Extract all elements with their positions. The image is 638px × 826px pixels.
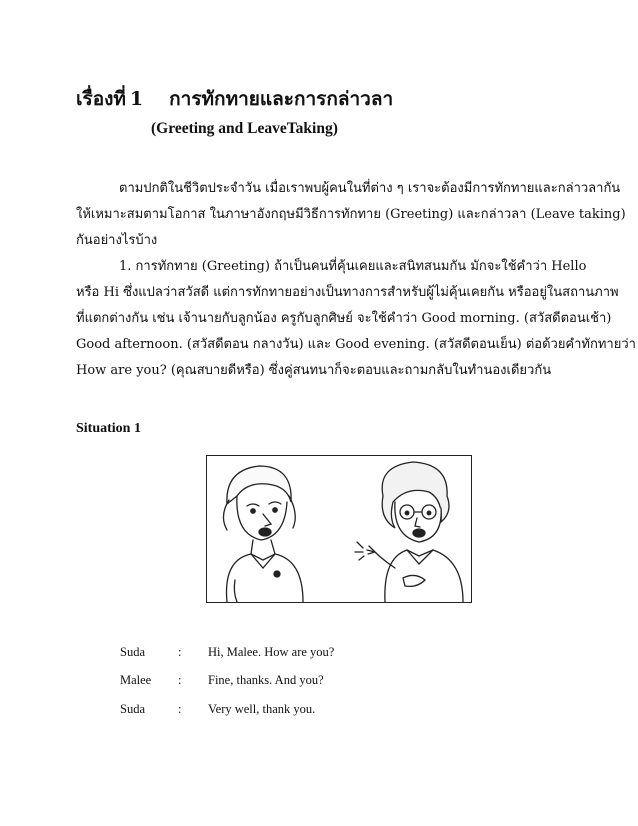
girl-figure [223, 466, 303, 602]
speaker-name: Malee [120, 673, 152, 687]
greeting-line: หรือ Hi ซึ่งแปลว่าสวัสดี แต่การทักทายอย่างเป็นทางการสำหรับผู้ไม่คุ้นเคยกัน หรืออยู่ในสถานภาพ [76, 285, 619, 300]
lesson-title-text: การทักทายและการกล่าวลา [169, 88, 394, 110]
greeting-line: ที่แตกต่างกัน เช่น เจ้านายกับลูกน้อง ครูกับลูกศิษย์ จะใช้คำว่า Good morning. (สวัสดีตอนเช้า) [76, 311, 612, 326]
woman-figure [355, 462, 463, 602]
greeting-illustration [207, 456, 471, 602]
greeting-paragraph [76, 254, 636, 384]
intro-line: ให้เหมาะสมตามโอกาส ในภาษาอังกฤษมีวิธีการทักทาย (Greeting) และกล่าวลา (Leave taking) [76, 207, 626, 222]
greeting-line: Good afternoon. (สวัสดีตอน กลางวัน) และ Good evening. (สวัสดีตอนเย็น) ต่อด้วยคำทักทายว่า [76, 337, 636, 352]
speaker-colon: : [178, 645, 182, 659]
dialogue-text: Hi, Malee. How are you? [208, 645, 335, 659]
speaker-name: Suda [120, 645, 145, 659]
lesson-subtitle: (Greeting and LeaveTaking) [151, 120, 338, 137]
greeting-line: How are you? (คุณสบายดีหรือ) ซึ่งคู่สนทนาก็จะตอบและถามกลับในทำนองเดียวกัน [76, 363, 552, 378]
lesson-title-prefix: เรื่องที่ [76, 88, 126, 110]
dialogue-text: Very well, thank you. [208, 702, 316, 716]
speaker-name: Suda [120, 702, 145, 716]
intro-paragraph [76, 176, 626, 254]
speaker-colon: : [178, 673, 182, 687]
speaker-colon: : [178, 702, 182, 716]
greeting-line: 1. การทักทาย (Greeting) ถ้าเป็นคนที่คุ้นเคยและสนิทสนมกัน มักจะใช้คำว่า Hello [119, 259, 587, 274]
dialogue-text: Fine, thanks. And you? [208, 673, 324, 687]
intro-line: ตามปกติในชีวิตประจำวัน เมื่อเราพบผู้คนในที่ต่าง ๆ เราจะต้องมีการทักทายและกล่าวลากัน [119, 181, 621, 196]
illustration-frame [206, 455, 472, 603]
situation-heading: Situation 1 [76, 421, 141, 436]
lesson-title [76, 84, 393, 114]
intro-line: กันอย่างไรบ้าง [76, 233, 158, 248]
lesson-number: 1 [129, 88, 144, 110]
